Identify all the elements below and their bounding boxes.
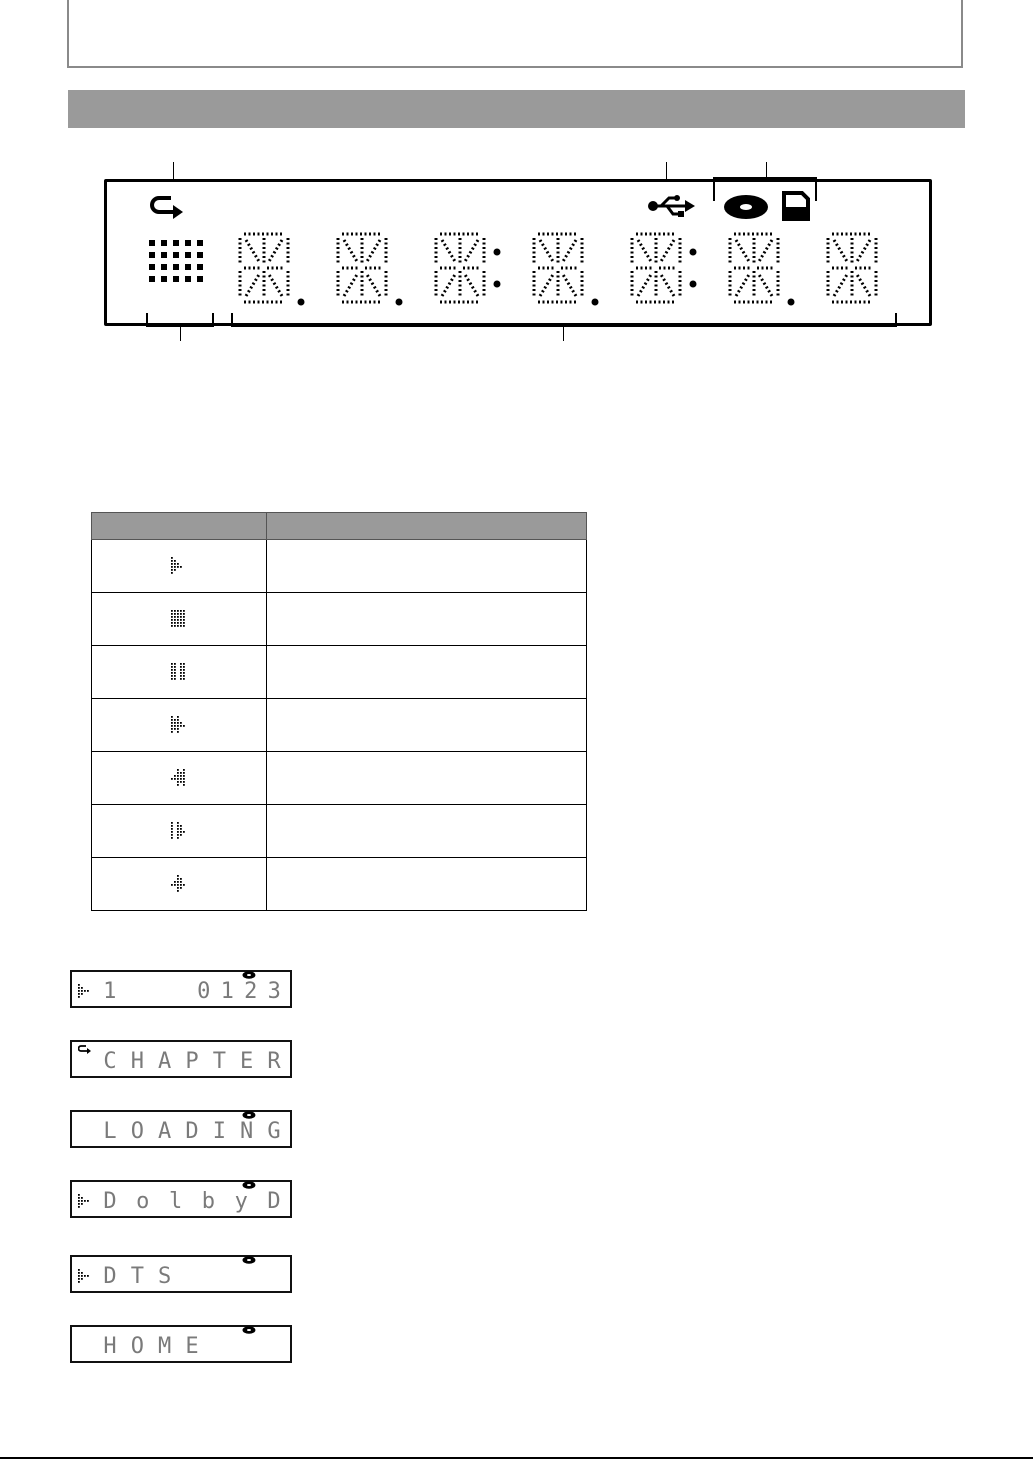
callout-line-media: [766, 162, 767, 178]
display-character: T: [212, 1048, 226, 1074]
display-example-text: [98, 1119, 286, 1143]
display-character: O: [130, 1333, 144, 1359]
display-character: 1: [103, 978, 117, 1004]
section-title-bar: [68, 90, 965, 128]
table-row: [92, 805, 587, 858]
repeat-icon: [78, 1042, 92, 1056]
decimal-point: [592, 299, 599, 306]
fast-reverse-symbol-icon: [171, 769, 187, 787]
display-character: L: [103, 1118, 117, 1144]
table-cell-description: [266, 540, 586, 593]
table-row: [92, 646, 587, 699]
display-character: S: [158, 1263, 172, 1289]
callout-bracket-dot-matrix: [146, 313, 214, 327]
callout-line-repeat: [173, 162, 174, 180]
display-character: 3: [267, 978, 281, 1004]
segment-digit: [436, 234, 501, 302]
segment-digit: [828, 234, 876, 302]
colon-dot-bottom: [690, 281, 697, 288]
display-character: I: [212, 1118, 226, 1144]
display-character: y: [234, 1188, 248, 1214]
disc-icon: [242, 1326, 256, 1334]
display-example-text: [98, 1049, 286, 1073]
table-cell-description: [266, 699, 586, 752]
colon-dot-bottom: [494, 281, 501, 288]
display-character: D: [103, 1188, 117, 1214]
repeat-icon: [152, 198, 183, 219]
segment-digit: [240, 234, 305, 306]
step-forward-symbol-icon: [171, 822, 187, 840]
fast-forward-symbol-icon: [171, 716, 187, 734]
display-character: A: [158, 1048, 172, 1074]
display-character: C: [103, 1048, 117, 1074]
display-character: H: [103, 1333, 117, 1359]
display-example: [70, 1325, 292, 1363]
display-character: O: [130, 1118, 144, 1144]
table-cell-description: [266, 646, 586, 699]
display-character: P: [185, 1048, 199, 1074]
table-row: [92, 593, 587, 646]
display-character: M: [158, 1333, 172, 1359]
table-header-symbol: [92, 513, 267, 540]
table-cell-symbol: [92, 540, 267, 593]
display-example-text: [98, 979, 286, 1003]
display-example-text: [98, 1189, 286, 1213]
display-example: [70, 1040, 292, 1078]
table-cell-description: [266, 858, 586, 911]
play-indicator-icon: [78, 984, 92, 998]
segment-digit: [730, 234, 795, 306]
display-character: 0: [197, 978, 211, 1004]
display-character: E: [185, 1333, 199, 1359]
colon-dot-top: [494, 249, 501, 256]
disc-icon: [724, 195, 768, 219]
table-row: [92, 699, 587, 752]
decimal-point: [788, 299, 795, 306]
display-example: [70, 1180, 292, 1218]
display-character: D: [267, 1188, 281, 1214]
table-cell-symbol: [92, 646, 267, 699]
callout-line-usb: [666, 162, 667, 180]
display-character: G: [267, 1118, 281, 1144]
display-example-text: [98, 1264, 286, 1288]
segment-digit: [632, 234, 697, 302]
table-cell-symbol: [92, 593, 267, 646]
dot-matrix-indicator: [149, 240, 203, 282]
display-character: A: [158, 1118, 172, 1144]
decimal-point: [298, 299, 305, 306]
segment-digit: [534, 234, 599, 306]
table-cell-symbol: [92, 699, 267, 752]
usb-icon: [648, 195, 695, 217]
table-cell-description: [266, 593, 586, 646]
table-cell-description: [266, 805, 586, 858]
callout-line-dot-matrix: [180, 327, 181, 341]
playback-status-table: [91, 512, 587, 911]
display-character: H: [130, 1048, 144, 1074]
segment-digit: [338, 234, 403, 306]
display-character: o: [136, 1188, 150, 1214]
play-indicator-icon: [78, 1194, 92, 1208]
display-example: [70, 1110, 292, 1148]
display-character: l: [168, 1188, 183, 1214]
front-panel-display: [104, 179, 932, 326]
decimal-point: [396, 299, 403, 306]
display-character: 2: [244, 978, 258, 1004]
display-example: [70, 970, 292, 1008]
display-character: D: [185, 1118, 199, 1144]
slow-symbol-icon: [171, 875, 187, 893]
display-example-text: [98, 1334, 286, 1358]
table-cell-symbol: [92, 752, 267, 805]
display-character: E: [240, 1048, 254, 1074]
play-symbol-icon: [171, 557, 187, 575]
sd-card-icon: [784, 193, 808, 219]
table-cell-symbol: [92, 805, 267, 858]
table-row: [92, 752, 587, 805]
disc-icon: [242, 1256, 256, 1264]
display-character: 1: [220, 978, 234, 1004]
table-row: [92, 858, 587, 911]
table-cell-symbol: [92, 858, 267, 911]
callout-bracket-digits: [231, 313, 897, 327]
segment-digits: [240, 234, 876, 306]
callout-line-digits: [563, 327, 564, 341]
header-frame: [67, 0, 963, 68]
display-example: [70, 1255, 292, 1293]
display-character: D: [103, 1263, 117, 1289]
pause-symbol-icon: [171, 663, 187, 681]
display-character: T: [130, 1263, 144, 1289]
table-row: [92, 540, 587, 593]
display-character: N: [240, 1118, 254, 1144]
play-indicator-icon: [78, 1269, 92, 1283]
stop-symbol-icon: [171, 610, 187, 628]
table-cell-description: [266, 752, 586, 805]
display-character: b: [201, 1188, 216, 1214]
table-header-description: [266, 513, 586, 540]
colon-dot-top: [690, 249, 697, 256]
display-character: R: [267, 1048, 281, 1074]
